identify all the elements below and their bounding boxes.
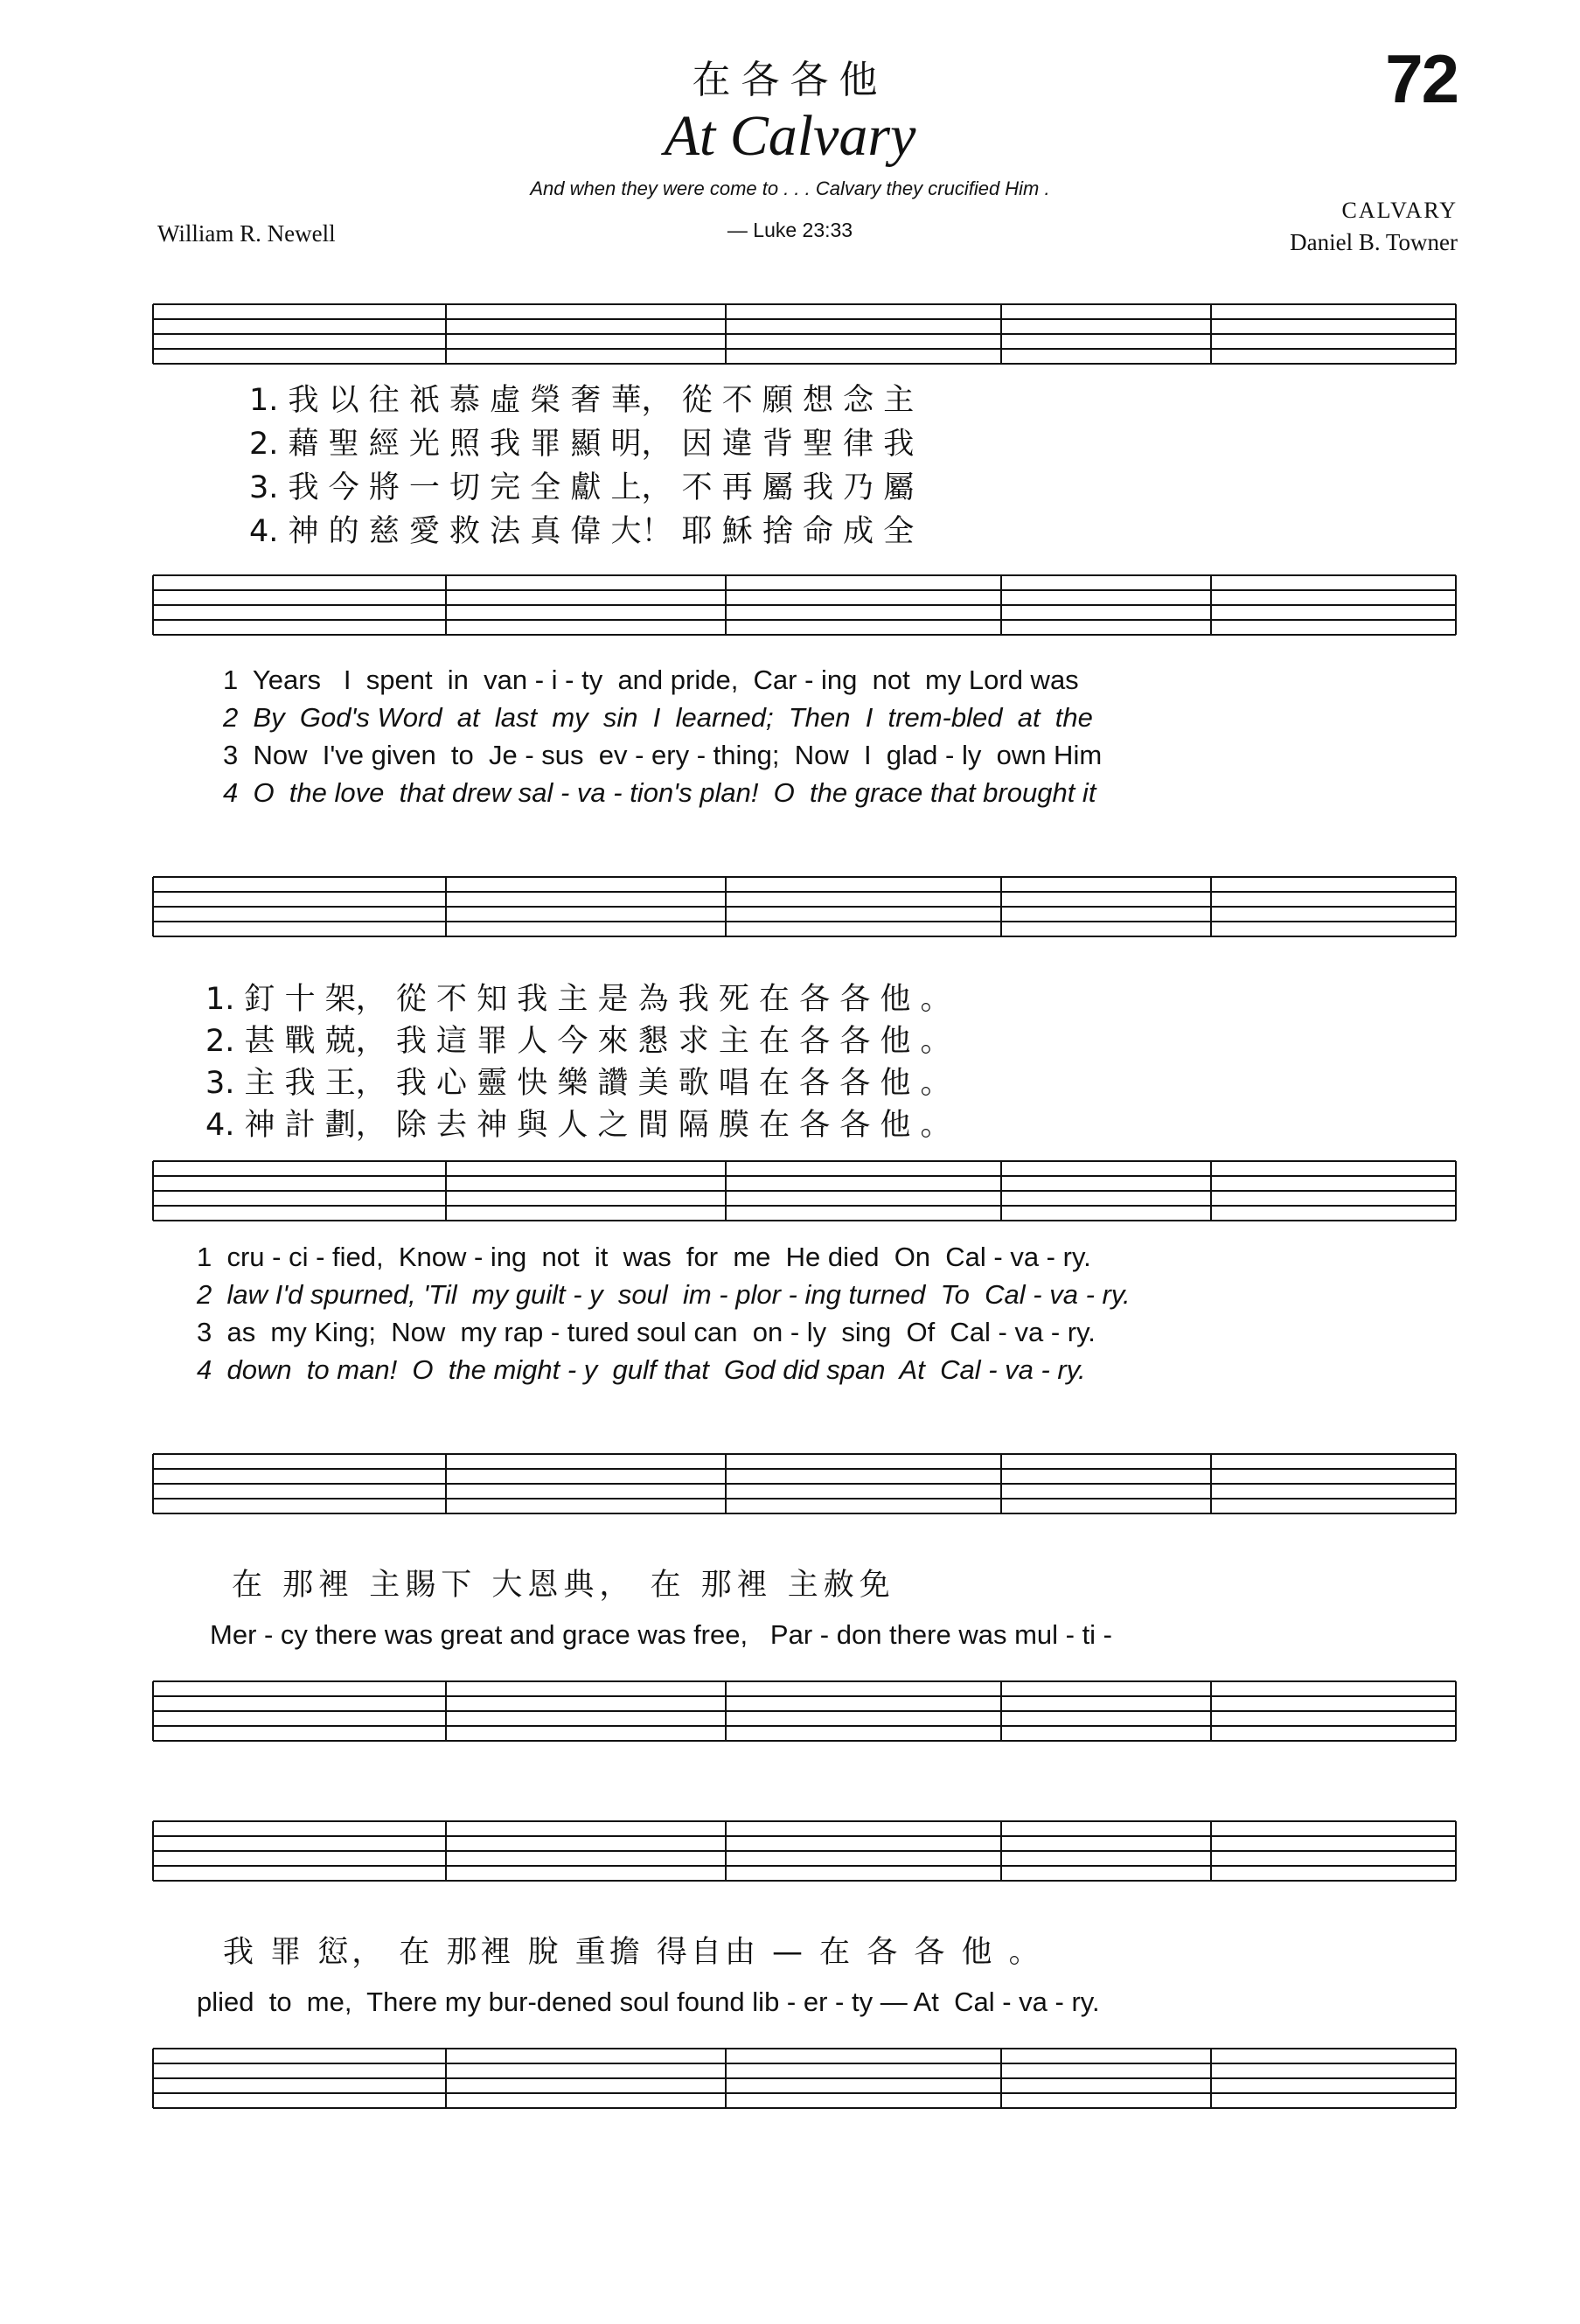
english-lyric-line: 1 Years I spent in van - i - ty and pride, Car - ing not my Lord was: [223, 664, 1079, 695]
chinese-lyric-line: 1. 我 以 往 祇 慕 虛 榮 奢 華， 從 不 願 想 念 主: [249, 383, 915, 418]
hymn-number: 72: [1385, 40, 1458, 117]
english-lyric-line: Mer - cy there was great and grace was free, Par - don there was mul - ti -: [210, 1619, 1113, 1650]
bass-staff: [0, 1154, 1580, 1233]
chinese-lyric-line: 1. 釘 十 架， 從 不 知 我 主 是 為 我 死 在 各 各 他 。: [205, 982, 951, 1017]
english-lyric-line: 4 O the love that drew sal - va - tion's plan! O the grace that brought it: [223, 777, 1096, 808]
bass-staff: [0, 1674, 1580, 1753]
treble-staff: [0, 297, 1580, 376]
scripture-reference: — Luke 23:33: [727, 219, 853, 241]
epigraph: And when they were come to . . . Calvary they crucified Him .: [530, 177, 1050, 199]
chinese-lyric-line: 4. 神 計 劃， 除 去 神 與 人 之 間 隔 膜 在 各 各 他 。: [205, 1108, 951, 1143]
bass-staff: [0, 568, 1580, 647]
english-lyric-line: plied to me, There my bur-dened soul found lib - er - ty — At Cal - va - ry.: [197, 1987, 1100, 2017]
treble-staff: [0, 1814, 1580, 1893]
english-lyric-line: 4 down to man! O the might - y gulf that God did span At Cal - va - ry.: [197, 1354, 1086, 1385]
composer: Daniel B. Towner: [1290, 229, 1458, 255]
title-english: At Calvary: [664, 104, 916, 168]
chinese-lyric-line: 2. 藉 聖 經 光 照 我 罪 顯 明， 因 違 背 聖 律 我: [249, 427, 915, 462]
title-chinese: 在各各他: [692, 58, 888, 102]
chinese-lyric-line: 在 那裡 主賜下 大恩典， 在 那裡 主赦免: [232, 1568, 895, 1603]
english-lyric-line: 2 law I'd spurned, 'Til my guilt - y soul im - plor - ing turned To Cal - va - ry.: [197, 1279, 1131, 1310]
chinese-lyric-line: 3. 主 我 王， 我 心 靈 快 樂 讚 美 歌 唱 在 各 各 他 。: [205, 1066, 951, 1101]
english-lyric-line: 3 Now I've given to Je - sus ev - ery - thing; Now I glad - ly own Him: [223, 740, 1103, 770]
chinese-lyric-line: 3. 我 今 將 一 切 完 全 獻 上， 不 再 屬 我 乃 屬: [249, 470, 915, 505]
chinese-lyric-line: 4. 神 的 慈 愛 救 法 真 偉 大！ 耶 穌 捨 命 成 全: [249, 514, 915, 549]
tune-name: CALVARY: [1341, 198, 1458, 223]
english-lyric-line: 3 as my King; Now my rap - tured soul can on - ly sing Of Cal - va - ry.: [197, 1317, 1096, 1347]
bass-staff: [0, 2042, 1580, 2120]
chinese-lyric-line: 我 罪 愆， 在 那裡 脫 重擔 得自由 — 在 各 各 他 。: [223, 1935, 1043, 1970]
chinese-lyric-line: 2. 甚 戰 兢， 我 這 罪 人 今 來 懇 求 主 在 各 各 他 。: [205, 1024, 951, 1059]
treble-staff: [0, 870, 1580, 949]
author: William R. Newell: [157, 220, 336, 247]
english-lyric-line: 2 By God's Word at last my sin I learned; Then I trem-bled at the: [223, 702, 1093, 733]
english-lyric-line: 1 cru - ci - fied, Know - ing not it was for me He died On Cal - va - ry.: [197, 1242, 1091, 1272]
treble-staff: [0, 1447, 1580, 1526]
